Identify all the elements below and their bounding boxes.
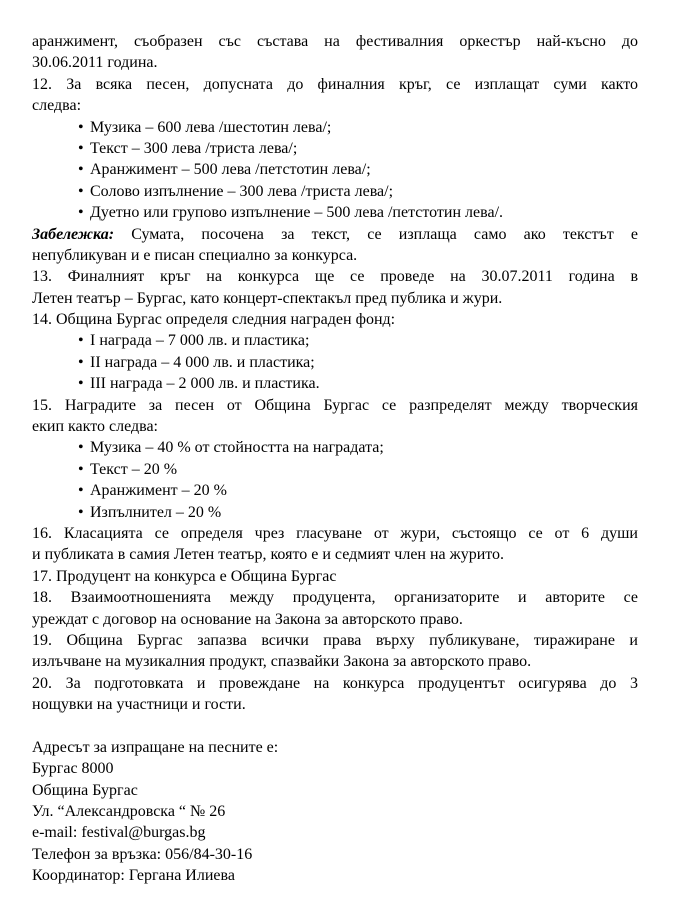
bullet-icon: •	[78, 353, 84, 371]
list-item-text: Солово изпълнение – 300 лева /триста лева/;	[90, 182, 394, 200]
bullet-icon: •	[78, 375, 84, 393]
address-line: Телефон за връзка: 056/84-30-16	[32, 845, 253, 863]
note-text: Сумата, посочена за текст, се изплаща само ако текстът е	[114, 225, 638, 243]
bullet-icon: •	[78, 204, 84, 222]
list-item-text: Текст – 20 %	[90, 460, 178, 478]
note-line-1	[32, 224, 638, 245]
text-line: екип както следва:	[32, 418, 158, 436]
list-item	[32, 437, 638, 458]
list-item	[32, 117, 638, 138]
bullet-icon: •	[78, 139, 84, 157]
address-line: Координатор: Гергана Илиева	[32, 867, 235, 885]
section-rules	[32, 523, 638, 716]
address-line: Бургас 8000	[32, 760, 114, 778]
text-line: 16. Класацията се определя чрез гласуване от жури, състоящо се от 6 души	[32, 524, 638, 542]
list-item-text: Аранжимент – 500 лева /петстотин лева/;	[90, 161, 371, 179]
text-line: 17. Продуцент на конкурса е Община Бургас	[32, 567, 337, 585]
text-line: 12. За всяка песен, допусната до финалния кръг, се изплащат суми както	[32, 75, 638, 93]
text-line: 30.06.2011 година.	[32, 54, 158, 72]
address-block	[32, 737, 638, 887]
address-line: Ул. “Александровска “ № 26	[32, 803, 226, 821]
text-line: уреждат с договор на основание на Закона за авторското право.	[32, 610, 463, 628]
bullet-icon: •	[78, 439, 84, 457]
text-line: 15. Наградите за песен от Община Бургас се разпределят между творческия	[32, 396, 638, 414]
list-item-text: Музика – 40 % от стойността на наградата;	[90, 439, 384, 457]
text-line: 13. Финалният кръг на конкурса ще се проведе на 30.07.2011 година в	[32, 268, 638, 286]
text-line: излъчване на музикалния продукт, спазвайки Закона за авторското право.	[32, 653, 532, 671]
section-prize-split	[32, 395, 638, 438]
list-item-text: II награда – 4 000 лв. и пластика;	[90, 353, 315, 371]
bullet-icon: •	[78, 482, 84, 500]
list-item-text: Аранжимент – 20 %	[90, 482, 227, 500]
list-item-text: III награда – 2 000 лв. и пластика.	[90, 375, 320, 393]
list-item	[32, 181, 638, 202]
list-item-text: Дуетно или групово изпълнение – 500 лева /петстотин лева/.	[90, 204, 504, 222]
list-item	[32, 352, 638, 373]
text-line: 14. Община Бургас определя следния награден фонд:	[32, 311, 396, 329]
list-item-text: I награда – 7 000 лв. и пластика;	[90, 332, 310, 350]
list-item-text: Изпълнител – 20 %	[90, 503, 222, 521]
bullet-icon: •	[78, 182, 84, 200]
document-page	[32, 31, 638, 887]
list-item	[32, 373, 638, 394]
text-line: аранжимент, съобразен със състава на фестивалния оркестър най-късно до	[32, 33, 638, 50]
address-line: e-mail: festival@burgas.bg	[32, 824, 206, 842]
text-line: и публиката в самия Летен театър, която е и седмият член на журито.	[32, 546, 505, 564]
text-line: нощувки на участници и гости.	[32, 696, 246, 714]
note-paragraph	[32, 224, 638, 267]
list-item	[32, 138, 638, 159]
section-intro	[32, 31, 638, 117]
list-item	[32, 480, 638, 501]
list-item	[32, 502, 638, 523]
list-item	[32, 459, 638, 480]
text-line: Летен театър – Бургас, като концерт-спектакъл пред публика и жури.	[32, 289, 503, 307]
bullet-icon: •	[78, 161, 84, 179]
bullet-icon: •	[78, 118, 84, 136]
note-label: Забележка:	[32, 225, 115, 243]
bullet-icon: •	[78, 503, 84, 521]
address-line: Адресът за изпращане на песните е:	[32, 738, 279, 756]
text-line: следва:	[32, 97, 82, 115]
split-list	[32, 437, 638, 523]
list-item	[32, 202, 638, 223]
text-line: 19. Община Бургас запазва всички права върху публикуване, тиражиране и	[32, 631, 638, 649]
note-line-2: непубликуван и е писан специално за конкурса.	[32, 246, 358, 264]
list-item-text: Текст – 300 лева /триста лева/;	[90, 139, 298, 157]
list-item-text: Музика – 600 лева /шестотин лева/;	[90, 118, 332, 136]
prizes-list	[32, 330, 638, 394]
list-item	[32, 330, 638, 351]
list-item	[32, 159, 638, 180]
section-final-round	[32, 266, 638, 330]
spacer	[32, 716, 638, 737]
bullet-icon: •	[78, 332, 84, 350]
address-line: Община Бургас	[32, 781, 138, 799]
text-line: 18. Взаимоотношенията между продуцента, организаторите и авторите се	[32, 589, 638, 607]
text-line: 20. За подготовката и провеждане на конкурса продуцентът осигурява до 3	[32, 674, 638, 692]
bullet-icon: •	[78, 460, 84, 478]
fees-list	[32, 117, 638, 224]
